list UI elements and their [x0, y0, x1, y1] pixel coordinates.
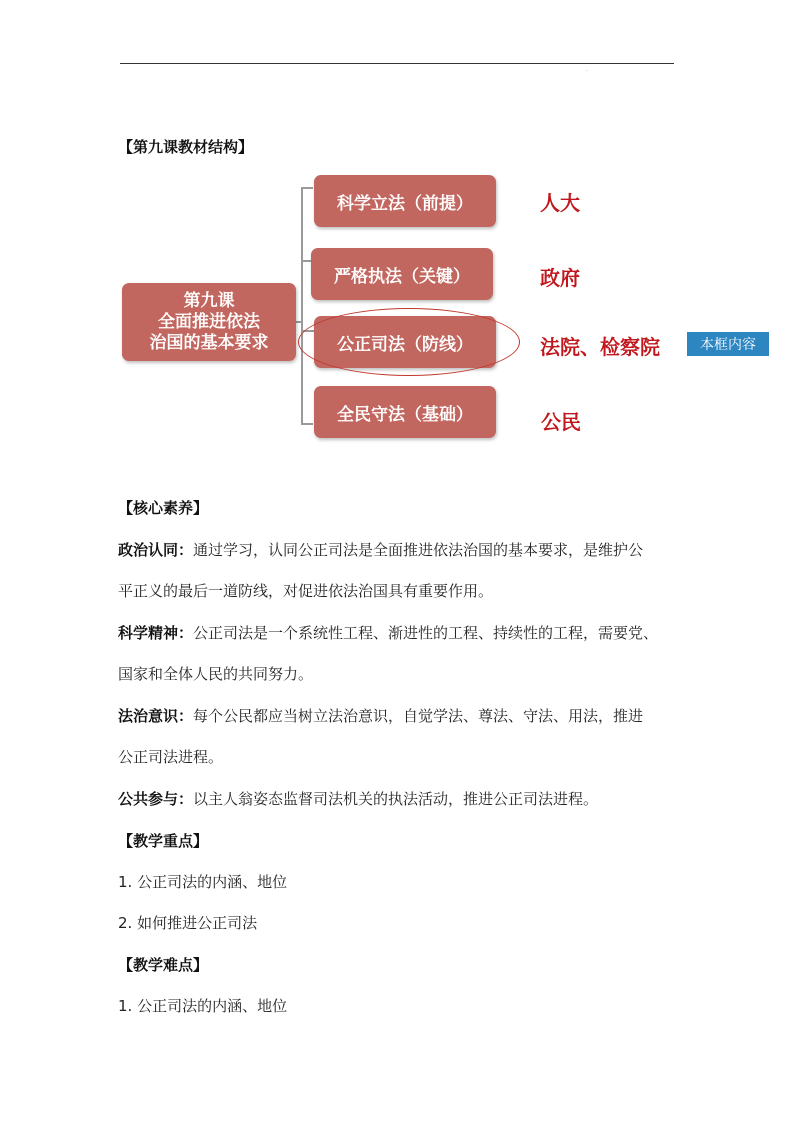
- literacy-text: 每个公民都应当树立法治意识，自觉学法、尊法、守法、用法，推进: [193, 707, 644, 725]
- branch-node-legislation: 科学立法（前提）: [314, 175, 496, 227]
- difficult-points-heading: 【教学难点】: [118, 956, 209, 974]
- current-section-tag: 本框内容: [687, 332, 769, 356]
- connector-branch-2: [301, 260, 311, 262]
- connector-trunk: [301, 187, 303, 424]
- key-point-item: 1. 公正司法的内涵、地位: [118, 873, 288, 891]
- literacy-item-1-line-2: 平正义的最后一道防线，对促进依法治国具有重要作用。: [118, 582, 494, 600]
- connector-branch-4: [301, 423, 313, 425]
- structure-diagram: [0, 0, 793, 460]
- connector-branch-1: [301, 187, 313, 189]
- literacy-key: 公共参与：: [118, 790, 194, 808]
- literacy-heading: 【核心素养】: [118, 499, 209, 517]
- header-mark: ·: [586, 68, 588, 75]
- root-node: [122, 283, 296, 361]
- literacy-item-1-line-1: [118, 539, 643, 560]
- literacy-item-3-line-1: [118, 705, 643, 726]
- branch-node-observance: 全民守法（基础）: [314, 386, 496, 438]
- literacy-item-2-line-1: [118, 622, 658, 643]
- structure-heading: 【第九课教材结构】: [118, 138, 254, 156]
- side-label-npc: 人大: [540, 191, 580, 215]
- branch-node-enforcement: 严格执法（关键）: [311, 248, 493, 300]
- literacy-item-2-line-2: 国家和全体人民的共同努力。: [118, 665, 314, 683]
- literacy-item-3-line-2: 公正司法进程。: [118, 748, 224, 766]
- root-line-3: 治国的基本要求: [149, 332, 269, 353]
- literacy-text: 以主人翁姿态监督司法机关的执法活动，推进公正司法进程。: [193, 790, 599, 808]
- side-label-citizens: 公民: [541, 410, 581, 434]
- side-label-government: 政府: [540, 266, 580, 290]
- root-line-2: 全面推进依法: [158, 311, 260, 332]
- side-label-courts: 法院、检察院: [540, 335, 660, 359]
- key-points-heading: 【教学重点】: [118, 832, 209, 850]
- difficult-point-item: 1. 公正司法的内涵、地位: [118, 997, 288, 1015]
- root-line-1: 第九课: [183, 290, 235, 311]
- literacy-item-4-line-1: [118, 788, 598, 809]
- literacy-key: 科学精神：: [118, 624, 194, 642]
- key-point-item: 2. 如何推进公正司法: [118, 914, 258, 932]
- literacy-key: 政治认同：: [118, 541, 194, 559]
- branch-node-justice: 公正司法（防线）: [314, 316, 496, 368]
- literacy-text: 通过学习，认同公正司法是全面推进依法治国的基本要求，是维护公: [193, 541, 644, 559]
- literacy-text: 公正司法是一个系统性工程、渐进性的工程、持续性的工程，需要党、: [193, 624, 659, 642]
- literacy-key: 法治意识：: [118, 707, 194, 725]
- highlight-ellipse: [298, 308, 520, 376]
